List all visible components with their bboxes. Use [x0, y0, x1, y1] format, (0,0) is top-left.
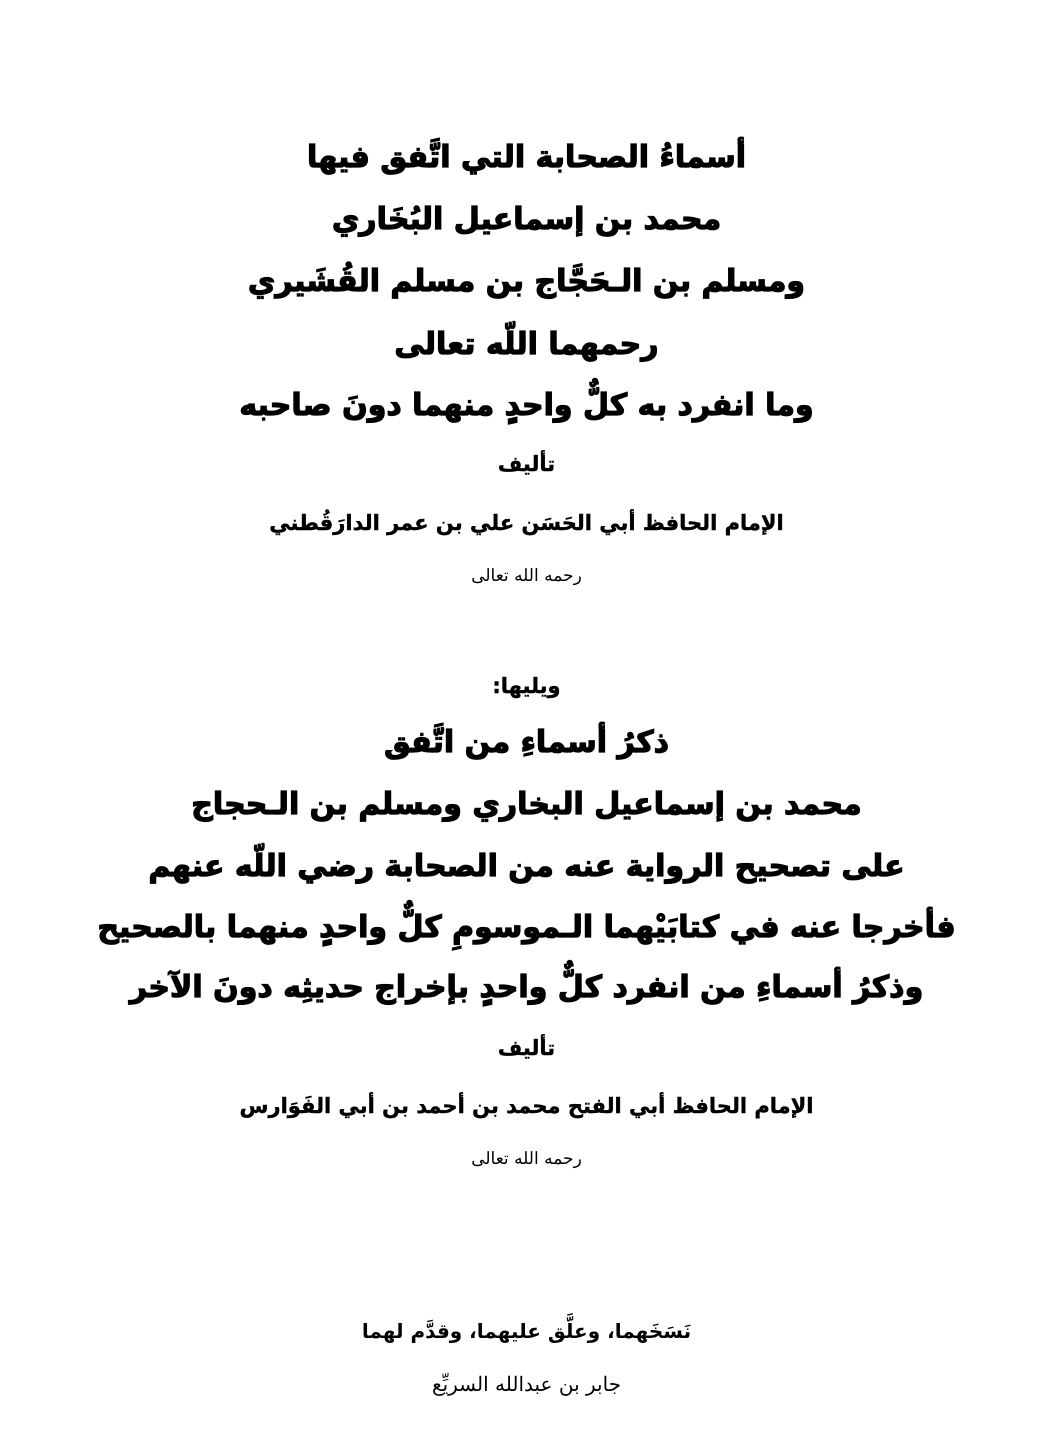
book2-title-line-5: وذكرُ أسماءِ من انفرد كلٌّ واحدٍ بإخراج حديثِه دونَ الآخر [129, 970, 924, 1005]
book1-blessing: رحمه الله تعالى [471, 566, 582, 586]
book1-title-line-4: رحمهما اللّه تعالى [394, 327, 659, 362]
book2-title-line-2: محمد بن إسماعيل البخاري ومسلم بن الـحجاج [191, 787, 862, 822]
book2-blessing: رحمه الله تعالى [471, 1149, 582, 1169]
book2-title-line-1: ذكرُ أسماءِ من اتَّفق [383, 725, 670, 760]
book1-author: الإمام الحافظ أبي الحَسَن علي بن عمر الدارَقُطني [269, 511, 784, 535]
book1-title-line-1: أسماءُ الصحابة التي اتَّفق فيها [306, 140, 746, 175]
editor-role: نَسَخَهما، وعلَّق عليهما، وقدَّم لهما [361, 1319, 692, 1343]
book2-author: الإمام الحافظ أبي الفتح محمد بن أحمد بن أبي الفَوَارس [239, 1094, 814, 1118]
book1-title-line-5: وما انفرد به كلٌّ واحدٍ منهما دونَ صاحبه [239, 388, 814, 423]
book2-title-line-4: فأخرجا عنه في كتابَيْهما الـموسومِ كلٌّ واحدٍ منهما بالصحيح [97, 910, 956, 945]
editor-name: جابر بن عبدالله السريِّع [431, 1372, 622, 1396]
book2-intro: ويليها: [492, 674, 561, 698]
book2-title-line-3: على تصحيح الرواية عنه من الصحابة رضي اللّه عنهم [148, 849, 905, 884]
book1-author-label: تأليف [497, 452, 556, 476]
book1-title-line-3: ومسلم بن الـحَجَّاج بن مسلم القُشَيري [247, 264, 806, 299]
book1-title-line-2: محمد بن إسماعيل البُخَاري [331, 202, 722, 237]
book2-author-label: تأليف [497, 1036, 556, 1060]
